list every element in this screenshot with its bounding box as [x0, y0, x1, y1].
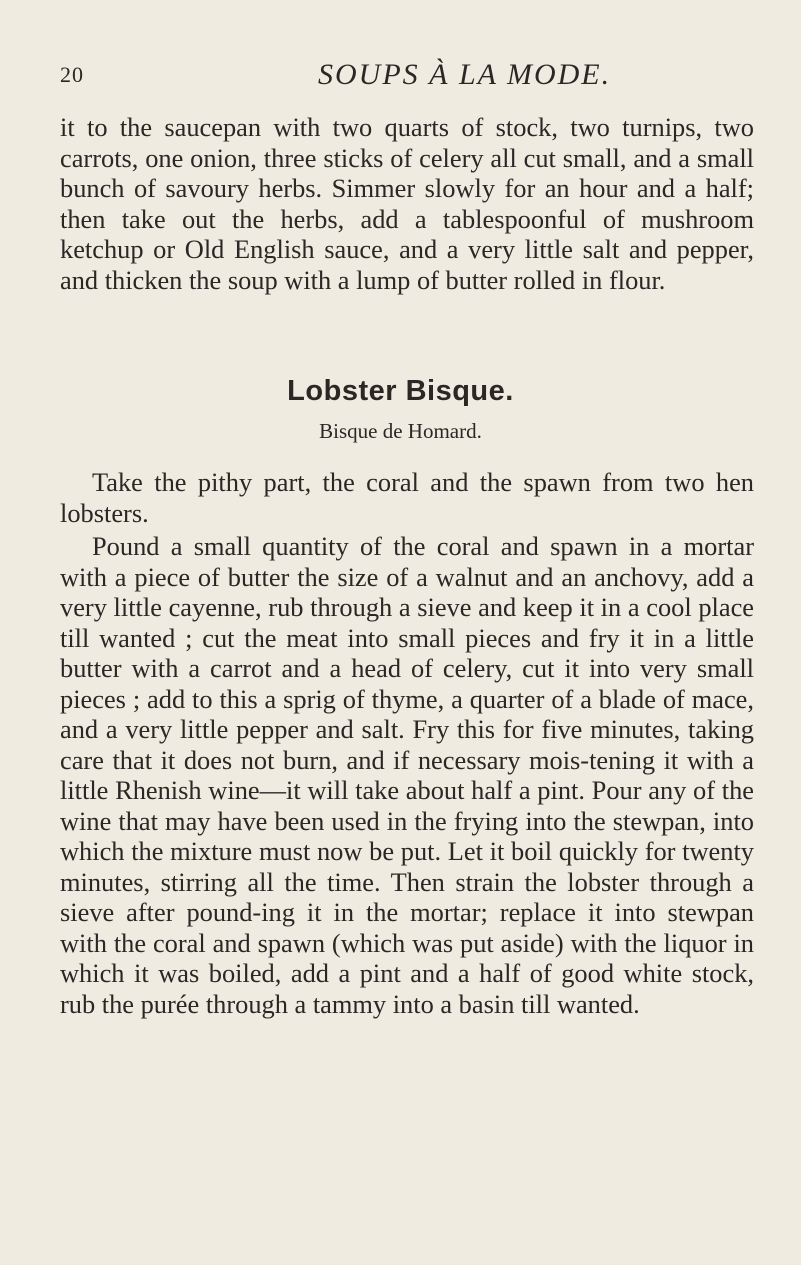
- page-number: 20: [60, 62, 84, 87]
- running-head: [60, 58, 740, 98]
- paragraph-text: Pound a small quantity of the coral and spawn in a mortar with a piece of butter the size of a walnut and an anchovy, add a very little cayenne, rub through a sieve and keep it in a cool place till wanted ; cut the meat into small pieces and fry it in a little butter with a carrot and a head of celery, cut it into very small pieces ; add to this a sprig of thyme, a quarter of a blade of mace, and a very little pepper and salt. Fry this for five minutes, taking care that it does not burn, and if necessary mois-tening it with a little Rhenish wine—it will take about half a pint. Pour any of the wine that may have been used in the frying into the stewpan, into which the mixture must now be put. Let it boil quickly for twenty minutes, stirring all the time. Then strain the lobster through a sieve after pound-ing it in the mortar; replace it into stewpan with the coral and spawn (which was put aside) with the liquor in which it was boiled, add a pint and a half of good white stock, rub the purée through a tammy into a basin till wanted.: [60, 531, 754, 1019]
- recipe-paragraph-1: [60, 467, 754, 528]
- recipe-subtitle: Bisque de Homard.: [319, 419, 482, 443]
- recipe-title: Lobster Bisque.: [287, 375, 514, 407]
- continued-paragraph: [60, 112, 754, 295]
- running-title: SOUPS À LA MODE.: [318, 58, 612, 91]
- paragraph-text: it to the saucepan with two quarts of stock, two turnips, two carrots, one onion, three sticks of celery all cut small, and a small bunch of savoury herbs. Simmer slowly for an hour and a half; then take out the herbs, add a tablespoonful of mushroom ketchup or Old English sauce, and a very little salt and pepper, and thicken the soup with a lump of butter rolled in flour.: [60, 112, 754, 295]
- recipe-paragraph-2: [60, 531, 754, 1019]
- paragraph-text: Take the pithy part, the coral and the spawn from two hen lobsters.: [60, 467, 754, 528]
